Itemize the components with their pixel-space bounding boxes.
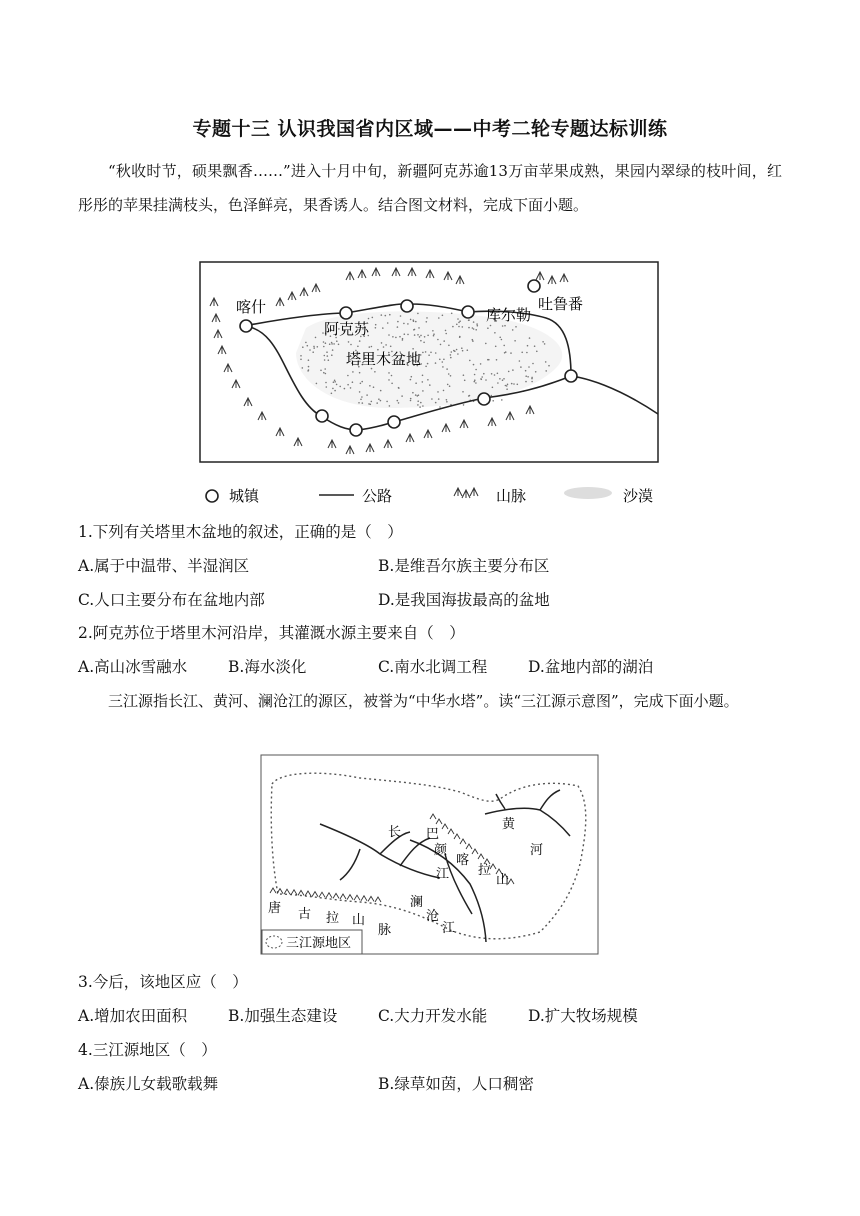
tarim-basin-map — [196, 258, 668, 510]
legend-desert-label: 沙漠 — [623, 487, 654, 505]
page-title: 专题十三 认识我国省内区域——中考二轮专题达标训练 — [192, 118, 668, 140]
label-gu: 古 — [298, 907, 312, 922]
question-3-stem: 3.今后，该地区应（ ） — [78, 973, 248, 991]
label-he: 河 — [530, 843, 544, 858]
legend-town-icon — [206, 490, 218, 502]
q3-option-c[interactable]: C.大力开发水能 — [378, 1007, 488, 1025]
label-la2: 拉 — [326, 911, 340, 926]
q2-option-b[interactable]: B.海水淡化 — [228, 658, 307, 676]
label-ka: 喀 — [456, 853, 470, 868]
town-south-4 — [478, 393, 490, 405]
q3-option-b[interactable]: B.加强生态建设 — [228, 1007, 338, 1025]
label-kashi: 喀什 — [236, 298, 267, 316]
label-shan: 山 — [496, 873, 510, 888]
label-shan2: 山 — [352, 913, 366, 928]
town-south-1 — [316, 410, 328, 422]
intro-paragraph-1: “秋收时节，硕果飘香……”进入十月中旬，新疆阿克苏逾13万亩苹果成熟，果园内翠绿的枝叶间，红彤彤的苹果挂满枝头，色泽鲜亮，果香诱人。结合图文材料，完成下面小题。 — [78, 162, 782, 214]
q1-option-a[interactable]: A.属于中温带、半湿润区 — [78, 557, 250, 575]
q4-option-b[interactable]: B.绿草如茵，人口稠密 — [378, 1075, 534, 1093]
town-south-3 — [388, 416, 400, 428]
label-la: 拉 — [478, 863, 492, 878]
q3-option-a[interactable]: A.增加农田面积 — [78, 1007, 188, 1025]
q4-option-a[interactable]: A.傣族儿女载歌载舞 — [78, 1075, 219, 1093]
label-chang: 长 — [388, 825, 402, 840]
q2-option-d[interactable]: D.盆地内部的湖泊 — [528, 658, 654, 676]
legend-mountain-icon — [454, 488, 478, 498]
label-mai: 脉 — [378, 923, 392, 938]
town-aksu — [340, 307, 352, 319]
q2-option-a[interactable]: A.高山冰雪融水 — [78, 658, 188, 676]
question-2-stem: 2.阿克苏位于塔里木河沿岸，其灌溉水源主要来自（ ） — [78, 624, 465, 642]
label-turpan: 吐鲁番 — [538, 295, 584, 313]
town-kashi — [240, 320, 252, 332]
q1-option-c[interactable]: C.人口主要分布在盆地内部 — [78, 591, 265, 609]
legend-road-label: 公路 — [362, 487, 393, 505]
legend-town-label: 城镇 — [229, 487, 260, 505]
label-jiang: 江 — [436, 867, 450, 882]
q3-option-d[interactable]: D.扩大牧场规模 — [528, 1007, 638, 1025]
label-cang: 沧 — [426, 909, 440, 924]
label-basin: 塔里木盆地 — [346, 350, 422, 368]
legend-mountain-label: 山脉 — [496, 487, 527, 505]
town-south-2 — [350, 424, 362, 436]
label-lan: 澜 — [410, 895, 424, 910]
label-korla: 库尔勒 — [486, 306, 532, 324]
q1-option-b[interactable]: B.是维吾尔族主要分布区 — [378, 557, 550, 575]
town-east — [565, 370, 577, 382]
label-yan: 颜 — [434, 843, 448, 858]
town-turpan — [528, 280, 540, 292]
label-ba: 巴 — [426, 827, 440, 842]
town-north-mid — [401, 300, 413, 312]
label-tang: 唐 — [268, 901, 282, 916]
label-aksu: 阿克苏 — [324, 320, 370, 338]
legend-desert-icon — [564, 487, 612, 499]
legend-region-label: 三江源地区 — [286, 936, 352, 951]
sanjiangyuan-map — [260, 754, 600, 956]
intro-paragraph-2: 三江源指长江、黄河、澜沧江的源区，被誉为“中华水塔”。读“三江源示意图”，完成下面小题。 — [108, 692, 739, 710]
label-jiang2: 江 — [442, 921, 456, 936]
town-korla — [462, 306, 474, 318]
q1-option-d[interactable]: D.是我国海拔最高的盆地 — [378, 591, 550, 609]
question-4-stem: 4.三江源地区（ ） — [78, 1041, 217, 1059]
question-1-stem: 1.下列有关塔里木盆地的叙述，正确的是（ ） — [78, 523, 403, 541]
q2-option-c[interactable]: C.南水北调工程 — [378, 658, 488, 676]
label-huang: 黄 — [502, 817, 516, 832]
